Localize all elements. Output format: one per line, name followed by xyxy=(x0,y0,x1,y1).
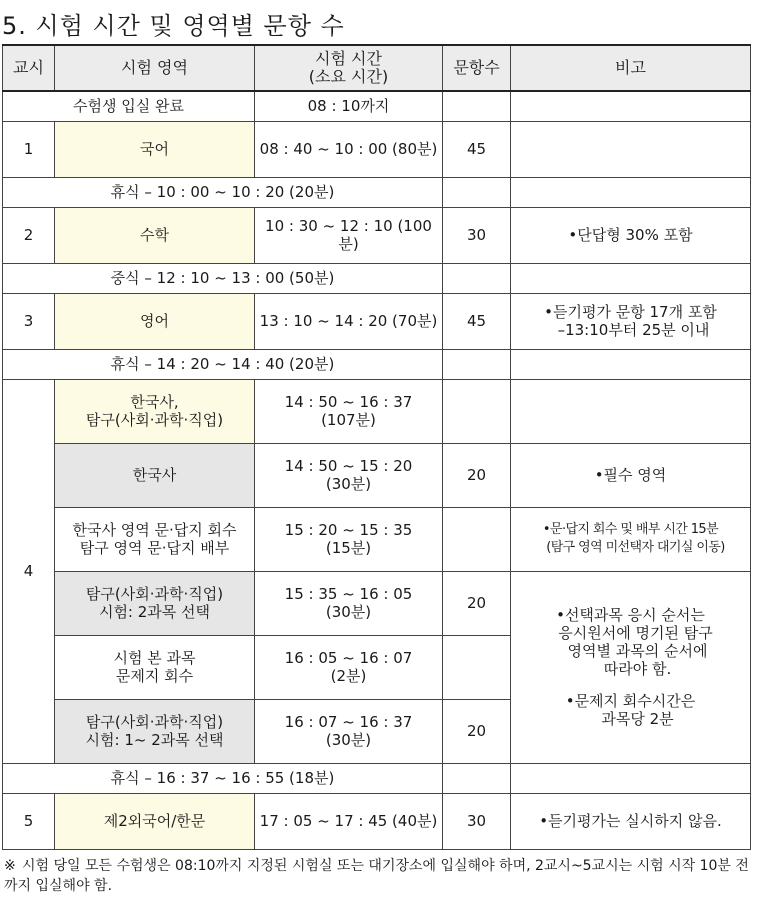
subject-line2: 탐구 영역 문·답지 배부 xyxy=(79,539,230,557)
break-3-row xyxy=(3,763,751,793)
period-4e-time xyxy=(255,635,443,699)
break-1-count-blank xyxy=(443,177,511,207)
note-line1: •문·답지 회수 및 배부 시간 15분 xyxy=(542,522,719,537)
lunch-row xyxy=(3,263,751,293)
period-4b-note: •필수 영역 xyxy=(511,443,751,507)
subject-line1: 탐구(사회·과학·직업) xyxy=(85,713,224,731)
footnote xyxy=(4,856,754,896)
period-4a-note-blank xyxy=(511,379,751,443)
period-number: 5 xyxy=(3,793,55,849)
break-3: 휴식 – 16 : 37 ~ 16 : 55 (18분) xyxy=(3,763,443,793)
break-3-note-blank xyxy=(511,763,751,793)
break-2: 휴식 – 14 : 20 ~ 14 : 40 (20분) xyxy=(3,349,443,379)
exam-schedule-table xyxy=(2,44,751,850)
period-number: 4 xyxy=(3,379,55,763)
note-line2: 응시원서에 명기된 탐구 xyxy=(558,624,713,642)
subject-line1: 탐구(사회·과학·직업) xyxy=(85,585,224,603)
period-4d-row xyxy=(3,571,751,635)
subject-sheet-exchange xyxy=(55,507,255,571)
subject-line1: 한국사 영역 문·답지 회수 xyxy=(72,521,237,539)
period-3-note-line1: •듣기평가 문항 17개 포함 xyxy=(544,303,717,321)
footnote-text: 시험 당일 모든 수험생은 08:10까지 지정된 시험실 또는 대기장소에 입실해야 하며, 2교시~5교시는 시험 시작 10분 전까지 입실해야 함. xyxy=(4,858,749,894)
subject-line2: 탐구(사회·과학·직업) xyxy=(85,411,224,429)
period-1-note xyxy=(511,121,751,177)
period-4c-row xyxy=(3,507,751,571)
footnote-mark: ※ xyxy=(4,858,16,874)
subject-line1: 시험 본 과목 xyxy=(113,649,196,667)
period-number: 2 xyxy=(3,207,55,263)
subject-second-language: 제2외국어/한문 xyxy=(55,793,255,849)
header-time-line1: 시험 시간 xyxy=(315,49,382,68)
period-4a-count-blank xyxy=(443,379,511,443)
subject-english: 영어 xyxy=(55,293,255,349)
subject-korean-history: 한국사 xyxy=(55,443,255,507)
period-2-time: 10 : 30 ~ 12 : 10 (100분) xyxy=(255,207,443,263)
period-4c-note xyxy=(511,507,751,571)
break-3-count-blank xyxy=(443,763,511,793)
time-line2: (30분) xyxy=(325,475,372,493)
break-1-note-blank xyxy=(511,177,751,207)
time-line2: (30분) xyxy=(325,603,372,621)
period-1-time: 08 : 40 ~ 10 : 00 (80분) xyxy=(255,121,443,177)
header-period: 교시 xyxy=(3,45,55,91)
header-time xyxy=(255,45,443,91)
period-3-note xyxy=(511,293,751,349)
time-line2: (30분) xyxy=(325,731,372,749)
note-line5: •문제지 회수시간은 xyxy=(565,692,696,710)
page-title: 5. 시험 시간 및 영역별 문항 수 xyxy=(2,12,345,40)
note-line6: 과목당 2분 xyxy=(601,710,674,728)
break-1-row xyxy=(3,177,751,207)
note-line4: 따라야 함. xyxy=(603,660,672,678)
period-number: 1 xyxy=(3,121,55,177)
break-1: 휴식 – 10 : 00 ~ 10 : 20 (20분) xyxy=(3,177,443,207)
subject-korean: 국어 xyxy=(55,121,255,177)
period-4f-time xyxy=(255,699,443,763)
period-4f-count: 20 xyxy=(443,699,511,763)
subject-inquiry-one-two xyxy=(55,699,255,763)
subject-line2: 시험: 1~ 2과목 선택 xyxy=(85,731,224,749)
note-spacer xyxy=(515,678,746,692)
header-time-line2: (소요 시간) xyxy=(308,67,389,86)
table-header-row xyxy=(3,45,751,91)
entry-label: 수험생 입실 완료 xyxy=(3,91,255,121)
lunch-break: 중식 – 12 : 10 ~ 13 : 00 (50분) xyxy=(3,263,443,293)
subject-inquiry-two xyxy=(55,571,255,635)
time-line2: (15분) xyxy=(325,539,372,557)
period-4d-time xyxy=(255,571,443,635)
header-count: 문항수 xyxy=(443,45,511,91)
period-2-count: 30 xyxy=(443,207,511,263)
period-3-time: 13 : 10 ~ 14 : 20 (70분) xyxy=(255,293,443,349)
period-2-row xyxy=(3,207,751,263)
break-2-count-blank xyxy=(443,349,511,379)
header-note: 비고 xyxy=(511,45,751,91)
break-2-note-blank xyxy=(511,349,751,379)
note-line2: (탐구 영역 미선택자 대기실 이동) xyxy=(546,540,725,555)
time-line1: 14 : 50 ~ 15 : 20 xyxy=(284,457,413,475)
period-4b-row xyxy=(3,443,751,507)
subject-history-inquiry xyxy=(55,379,255,443)
period-4d-count: 20 xyxy=(443,571,511,635)
subject-line1: 한국사, xyxy=(130,393,179,411)
note-line1: •선택과목 응시 순서는 xyxy=(556,606,705,624)
time-line2: (107분) xyxy=(321,411,376,429)
subject-paper-collection xyxy=(55,635,255,699)
entry-count-blank xyxy=(443,91,511,121)
time-line1: 16 : 05 ~ 16 : 07 xyxy=(284,649,413,667)
period-1-count: 45 xyxy=(443,121,511,177)
subject-math: 수학 xyxy=(55,207,255,263)
lunch-count-blank xyxy=(443,263,511,293)
header-subject: 시험 영역 xyxy=(55,45,255,91)
period-3-count: 45 xyxy=(443,293,511,349)
period-5-row xyxy=(3,793,751,849)
period-number: 3 xyxy=(3,293,55,349)
period-1-row xyxy=(3,121,751,177)
time-line1: 16 : 07 ~ 16 : 37 xyxy=(284,713,413,731)
lunch-note-blank xyxy=(511,263,751,293)
period-4a-time xyxy=(255,379,443,443)
entry-time: 08 : 10까지 xyxy=(255,91,443,121)
time-line1: 15 : 20 ~ 15 : 35 xyxy=(284,521,413,539)
note-line3: 영역별 과목의 순서에 xyxy=(567,642,708,660)
time-line1: 14 : 50 ~ 16 : 37 xyxy=(284,393,413,411)
subject-line2: 시험: 2과목 선택 xyxy=(98,603,211,621)
period-4e-count-blank xyxy=(443,635,511,699)
period-4b-time xyxy=(255,443,443,507)
period-5-note: •듣기평가는 실시하지 않음. xyxy=(511,793,751,849)
period-4a-row xyxy=(3,379,751,443)
time-line2: (2분) xyxy=(330,667,367,685)
period-3-row xyxy=(3,293,751,349)
entry-row xyxy=(3,91,751,121)
subject-line2: 문제지 회수 xyxy=(115,667,194,685)
period-2-note: •단답형 30% 포함 xyxy=(511,207,751,263)
period-5-time: 17 : 05 ~ 17 : 45 (40분) xyxy=(255,793,443,849)
period-5-count: 30 xyxy=(443,793,511,849)
entry-note-blank xyxy=(511,91,751,121)
break-2-row xyxy=(3,349,751,379)
period-4-select-note xyxy=(511,571,751,763)
time-line1: 15 : 35 ~ 16 : 05 xyxy=(284,585,413,603)
period-4b-count: 20 xyxy=(443,443,511,507)
period-4c-count-blank xyxy=(443,507,511,571)
period-4c-time xyxy=(255,507,443,571)
period-3-note-line2: –13:10부터 25분 이내 xyxy=(557,321,710,339)
